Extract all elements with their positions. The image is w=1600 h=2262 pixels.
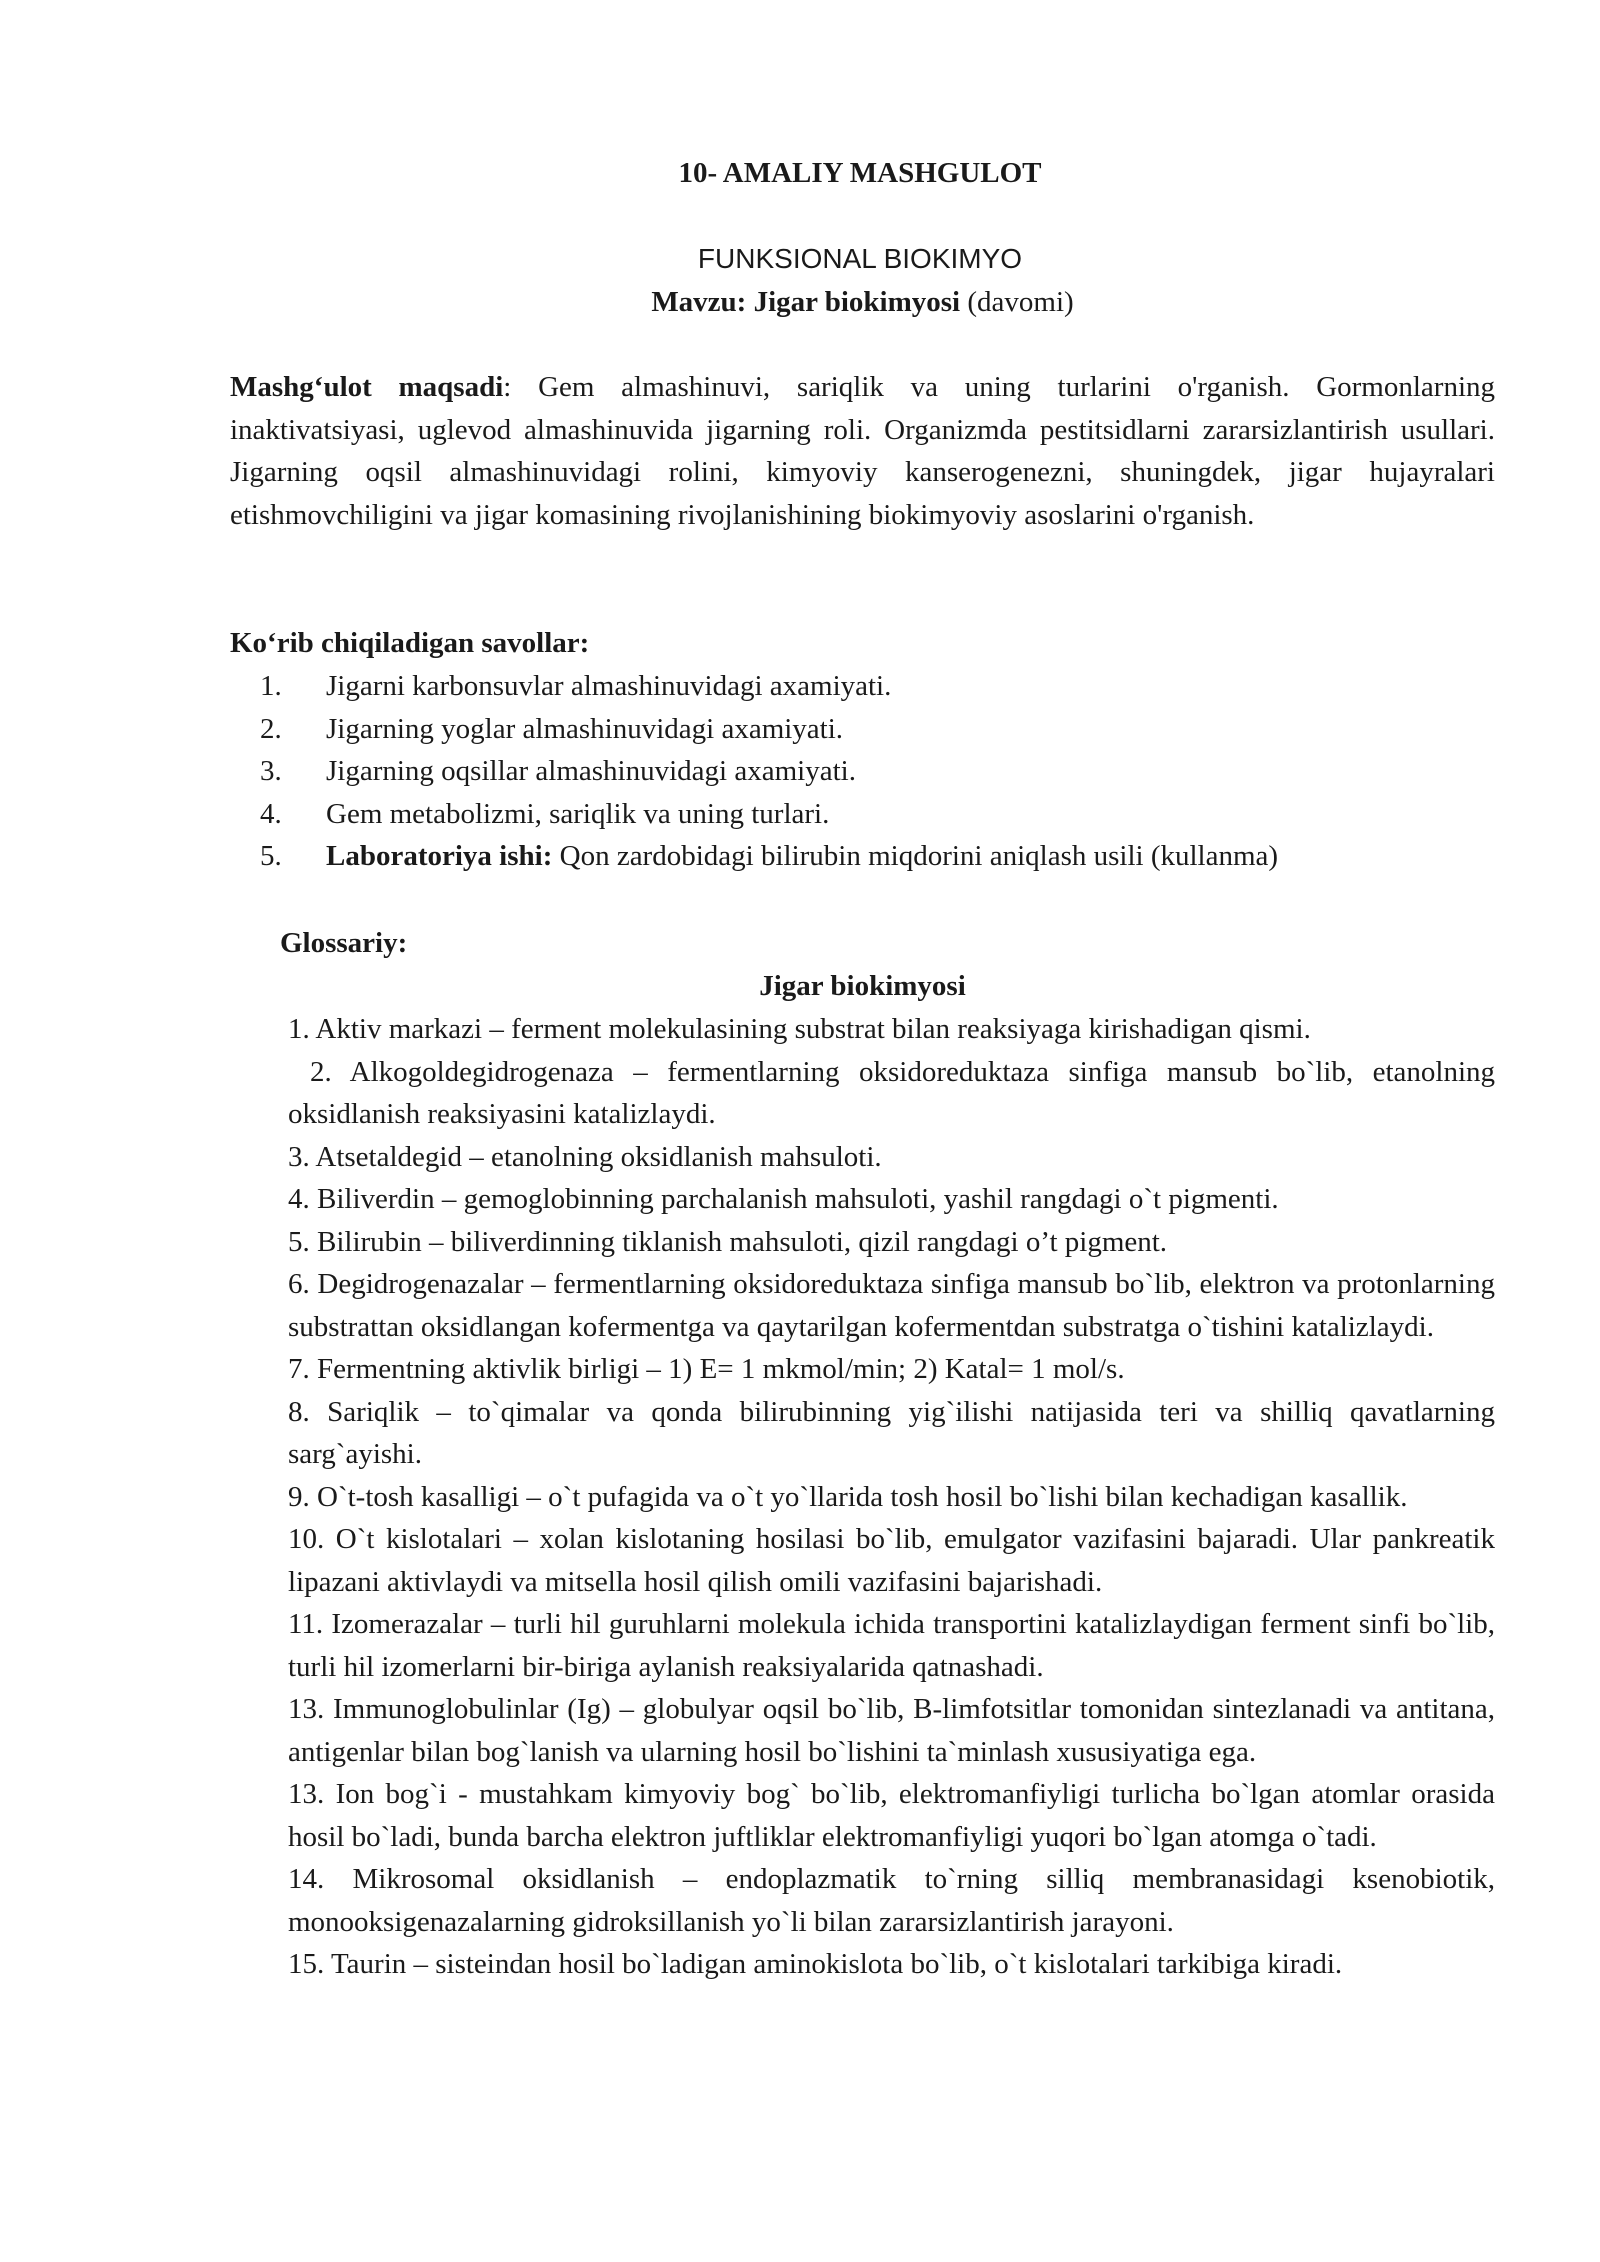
page-title: 10- AMALIY MASHGULOT <box>678 157 1042 189</box>
question-item <box>260 835 1278 878</box>
question-number: 2. <box>260 712 282 745</box>
glossary-item: 6. Degidrogenazalar – fermentlarning oksidoreduktaza sinfiga mansub bo`lib, elektron va protonlarning substrattan oksidlangan kofermentga va qaytarilgan kofermentdan substratga o`tishini katalizlaydi. <box>288 1268 1495 1343</box>
goal-label: Mashg‘ulot maqsadi <box>230 371 504 403</box>
glossary-item: 1. Aktiv markazi – ferment molekulasining substrat bilan reaksiyaga kirishadigan qismi. <box>288 1013 1311 1045</box>
question-item <box>260 750 1278 793</box>
question-bold-label: Laboratoriya ishi: <box>326 840 553 872</box>
glossary-heading: Glossariy: <box>280 927 408 959</box>
question-item <box>260 665 1278 708</box>
question-text: Jigarni karbonsuvlar almashinuvidagi axamiyati. <box>326 670 892 702</box>
glossary-item: 11. Izomerazalar – turli hil guruhlarni molekula ichida transportini katalizlaydigan ferment sinfi bo`lib, turli hil izomerlarni bir-biriga aylanish reaksiyalarida qatnashadi. <box>288 1608 1495 1683</box>
question-number: 5. <box>260 840 282 872</box>
page-subtitle: FUNKSIONAL BIOKIMYO <box>697 243 1023 274</box>
question-number: 4. <box>260 797 282 830</box>
glossary-item: 7. Fermentning aktivlik birligi – 1) E= 1 mkmol/min; 2) Katal= 1 mol/s. <box>288 1353 1125 1385</box>
goal-text: : Gem almashinuvi, sariqlik va uning turlarini o'rganish. Gormonlarning inaktivatsiyasi, uglevod almashinuvida jigarning roli. Organizmda pestitsidlarni zararsizlantirish usullari. Jigarning oqsil almashinuvidagi rolini, kimyoviy kanserogenezni, shuningdek, jigar hujayralari etishmovchiligini va jigar komasining rivojlanishining biokimyoviy asoslarini o'rganish. <box>230 371 1496 531</box>
glossary-item: 2. Alkogoldegidrogenaza – fermentlarning oksidoreduktaza sinfiga mansub bo`lib, etanolning oksidlanish reaksiyasini katalizlaydi. <box>288 1055 1495 1130</box>
glossary-item: 4. Biliverdin – gemoglobinning parchalanish mahsuloti, yashil rangdagi o`t pigmenti. <box>288 1183 1279 1215</box>
question-text: Jigarning oqsillar almashinuvidagi axamiyati. <box>326 755 856 787</box>
glossary-item: 13. Immunoglobulinlar (Ig) – globulyar oqsil bo`lib, B-limfotsitlar tomonidan sintezlanadi va antitana, antigenlar bilan bog`lanish va ularning hosil bo`lishini ta`minlash xususiyatiga ega. <box>288 1693 1495 1768</box>
glossary-list <box>288 1008 1495 1986</box>
question-item <box>260 708 1278 751</box>
glossary-subheading: Jigar biokimyosi <box>759 970 966 1002</box>
glossary-item: 9. O`t-tosh kasalligi – o`t pufagida va o`t yo`llarida tosh hosil bo`lishi bilan kechadigan kasallik. <box>288 1480 1408 1513</box>
glossary-item: 10. O`t kislotalari – xolan kislotaning hosilasi bo`lib, emulgator vazifasini bajaradi. Ular pankreatik lipazani aktivlaydi va mitsella hosil qilish omili vazifasini bajarishadi. <box>288 1523 1495 1598</box>
glossary-item: 5. Bilirubin – biliverdinning tiklanish mahsuloti, qizil rangdagi o’t pigment. <box>288 1225 1168 1258</box>
question-text: Qon zardobidagi bilirubin miqdorini aniqlash usili (kullanma) <box>552 840 1279 872</box>
glossary-item: 8. Sariqlik – to`qimalar va qonda bilirubinning yig`ilishi natijasida teri va shilliq qavatlarning sarg`ayishi. <box>288 1395 1495 1470</box>
question-item <box>260 793 1278 836</box>
topic-note: (davomi) <box>960 286 1074 318</box>
topic-label: Mavzu: Jigar biokimyosi <box>651 286 961 318</box>
goal-paragraph <box>230 366 1495 536</box>
questions-list <box>260 665 1278 878</box>
question-text: Jigarning yoglar almashinuvidagi axamiyati. <box>326 712 844 745</box>
glossary-item: 15. Taurin – sisteindan hosil bo`ladigan aminokislota bo`lib, o`t kislotalari tarkibiga kiradi. <box>288 1948 1343 1980</box>
glossary-item: 14. Mikrosomal oksidlanish – endoplazmatik to`rning silliq membranasidagi ksenobiotik, monooksigenazalarning gidroksillanish yo`li bilan zararsizlantirish jarayoni. <box>288 1863 1495 1938</box>
questions-heading: Ko‘rib chiqiladigan savollar: <box>230 627 590 659</box>
topic-line <box>0 281 1600 324</box>
question-number: 3. <box>260 755 282 787</box>
glossary-item: 3. Atsetaldegid – etanolning oksidlanish mahsuloti. <box>288 1140 882 1173</box>
question-text: Gem metabolizmi, sariqlik va uning turlari. <box>326 797 830 830</box>
question-number: 1. <box>260 670 282 702</box>
glossary-item: 13. Ion bog`i - mustahkam kimyoviy bog` bo`lib, elektromanfiyligi turlicha bo`lgan atomlar orasida hosil bo`ladi, bunda barcha elektron juftliklar elektromanfiyligi yuqori bo`lgan atomga o`tadi. <box>288 1778 1495 1853</box>
